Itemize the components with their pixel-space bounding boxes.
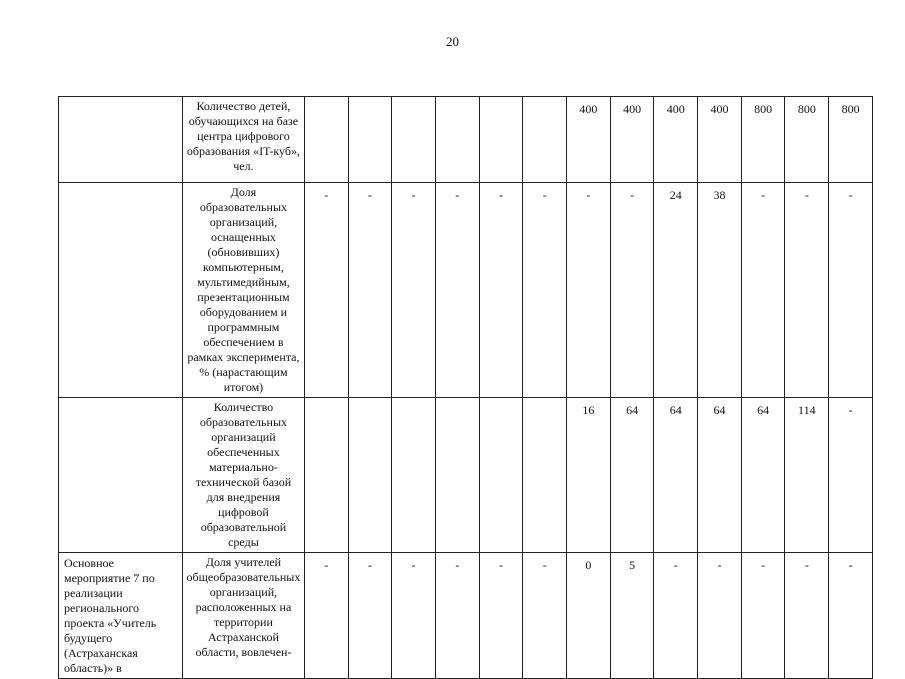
value-cell: - <box>304 553 348 679</box>
value-cell: - <box>698 553 742 679</box>
value-cell <box>392 97 436 183</box>
value-cell: 64 <box>610 398 654 553</box>
indicator-cell: Количество детей, обучающихся на базе центра цифрового образования «IT-куб», чел. <box>182 97 304 183</box>
value-cell: 24 <box>654 183 698 398</box>
value-cell <box>479 398 523 553</box>
value-cell: 16 <box>567 398 611 553</box>
page-number: 20 <box>446 34 459 49</box>
value-cell <box>435 97 479 183</box>
value-cell: - <box>435 553 479 679</box>
value-cell: - <box>785 553 829 679</box>
value-cell <box>304 97 348 183</box>
value-cell: 64 <box>698 398 742 553</box>
value-cell <box>392 398 436 553</box>
value-cell: 114 <box>785 398 829 553</box>
value-cell: - <box>435 183 479 398</box>
value-cell: 64 <box>654 398 698 553</box>
value-cell: - <box>741 553 785 679</box>
value-cell: - <box>567 183 611 398</box>
value-cell: - <box>304 183 348 398</box>
value-cell: - <box>479 553 523 679</box>
table-row <box>59 553 873 679</box>
activity-cell: Основное мероприятие 7 по реализации регионального проекта «Учитель будущего (Астраханская область)» в <box>59 553 183 679</box>
value-cell: - <box>829 183 873 398</box>
value-cell: 800 <box>785 97 829 183</box>
value-cell: - <box>523 183 567 398</box>
value-cell: 5 <box>610 553 654 679</box>
value-cell: - <box>479 183 523 398</box>
indicator-cell: Доля учителей общеобразовательных организаций, расположенных на территории Астраханской области, вовлечен- <box>182 553 304 679</box>
value-cell <box>523 398 567 553</box>
value-cell <box>348 398 392 553</box>
value-cell: - <box>785 183 829 398</box>
activity-cell <box>59 97 183 183</box>
value-cell <box>523 97 567 183</box>
value-cell: - <box>523 553 567 679</box>
table-row <box>59 183 873 398</box>
indicator-cell: Доля образовательных организаций, оснащенных (обновивших) компьютерным, мультимедийным, презентационным оборудованием и программным обеспечением в рамках эксперимента, % (нарастающим итогом) <box>182 183 304 398</box>
value-cell: 38 <box>698 183 742 398</box>
table-row <box>59 97 873 183</box>
indicators-table <box>58 96 873 679</box>
value-cell: 400 <box>698 97 742 183</box>
value-cell: 800 <box>741 97 785 183</box>
value-cell: - <box>741 183 785 398</box>
value-cell: - <box>348 183 392 398</box>
value-cell: 0 <box>567 553 611 679</box>
value-cell: 64 <box>741 398 785 553</box>
value-cell: - <box>654 553 698 679</box>
value-cell: 800 <box>829 97 873 183</box>
value-cell: - <box>829 553 873 679</box>
value-cell: - <box>610 183 654 398</box>
value-cell: - <box>392 183 436 398</box>
value-cell <box>435 398 479 553</box>
value-cell: - <box>392 553 436 679</box>
value-cell: - <box>348 553 392 679</box>
value-cell: 400 <box>610 97 654 183</box>
value-cell: - <box>829 398 873 553</box>
table-row <box>59 398 873 553</box>
activity-cell <box>59 183 183 398</box>
value-cell <box>479 97 523 183</box>
value-cell <box>348 97 392 183</box>
value-cell <box>304 398 348 553</box>
value-cell: 400 <box>654 97 698 183</box>
value-cell: 400 <box>567 97 611 183</box>
indicator-cell: Количество образовательных организаций обеспеченных материально-технической базой для внедрения цифровой образовательной среды <box>182 398 304 553</box>
activity-cell <box>59 398 183 553</box>
